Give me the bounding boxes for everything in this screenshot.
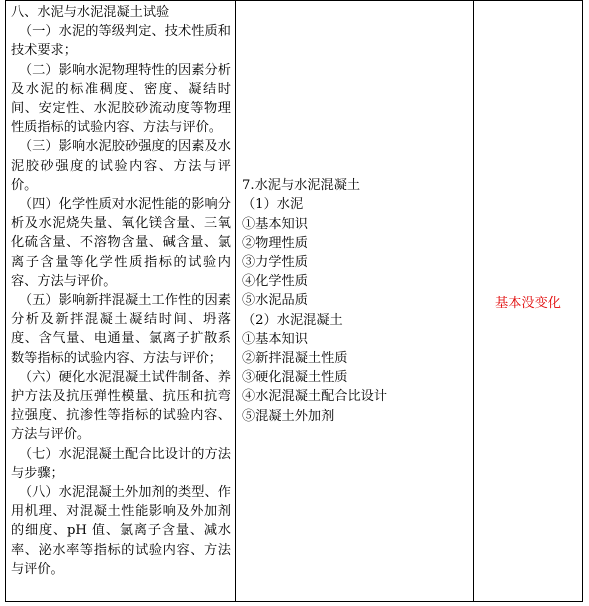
syllabus-item-3: （三）影响水泥胶砂强度的因素及水泥胶砂强度的试验内容、方法与评价。: [11, 139, 231, 193]
change-note-cell: [474, 1, 582, 601]
syllabus-item-6: （六）硬化水泥混凝土试件制备、养护方法及抗压弹性模量、抗压和抗弯拉强度、抗渗性等指标的试验内容、方法与评价。: [11, 369, 231, 443]
list-item: ③硬化混凝土性质: [242, 370, 348, 386]
syllabus-item-4: （四）化学性质对水泥性能的影响分析及水泥烧失量、氧化镁含量、三氧化硫含量、不溶物含量、碱含量、氯离子含量等化学性质指标的试验内容、方法与评价。: [11, 197, 231, 289]
old-syllabus-cell: [6, 1, 236, 601]
list-item: ④化学性质: [242, 274, 308, 290]
syllabus-item-8: （八）水泥混凝土外加剂的类型、作用机理、对混凝土性能影响及外加剂的细度、pH 值、氯离子含量、减水率、泌水率等指标的试验内容、方法与评价。: [11, 485, 231, 577]
syllabus-item-5: （五）影响新拌混凝土工作性的因素分析及新拌混凝土凝结时间、坍落度、含气量、电通量、氯离子扩散系数等指标的试验内容、方法与评价；: [11, 293, 231, 366]
new-syllabus-cell: [236, 1, 474, 601]
list-item: ⑤混凝土外加剂: [242, 408, 335, 424]
list-item: ②新拌混凝土性质: [242, 351, 348, 366]
syllabus-item-2: （二）影响水泥物理特性的因素分析及水泥的标准稠度、密度、凝结时间、安定性、水泥胶砂流动度等物理性质指标的试验内容、方法与评价。: [11, 62, 231, 136]
syllabus-item-1: （一）水泥的等级判定、技术性质和技术要求；: [11, 24, 231, 59]
list-item: ④水泥混凝土配合比设计: [242, 389, 388, 405]
content-table: [5, 0, 583, 602]
subtopic-concrete: （2）水泥混凝土: [242, 312, 343, 328]
syllabus-item-7: （七）水泥混凝土配合比设计的方法与步骤；: [11, 446, 231, 481]
new-syllabus-list: [242, 176, 387, 426]
change-status-text: 基本没变化: [495, 295, 561, 311]
list-item: ③力学性质: [242, 254, 308, 270]
section-heading: 八、水泥与水泥混凝土试验: [11, 5, 170, 20]
list-item: ⑤水泥品质: [242, 293, 308, 309]
subtopic-cement: （1）水泥: [242, 197, 304, 213]
list-item: ②物理性质: [242, 235, 308, 251]
list-item: ①基本知识: [242, 331, 308, 347]
list-item: ①基本知识: [242, 216, 308, 232]
topic-title: 7.水泥与水泥混凝土: [242, 178, 361, 194]
